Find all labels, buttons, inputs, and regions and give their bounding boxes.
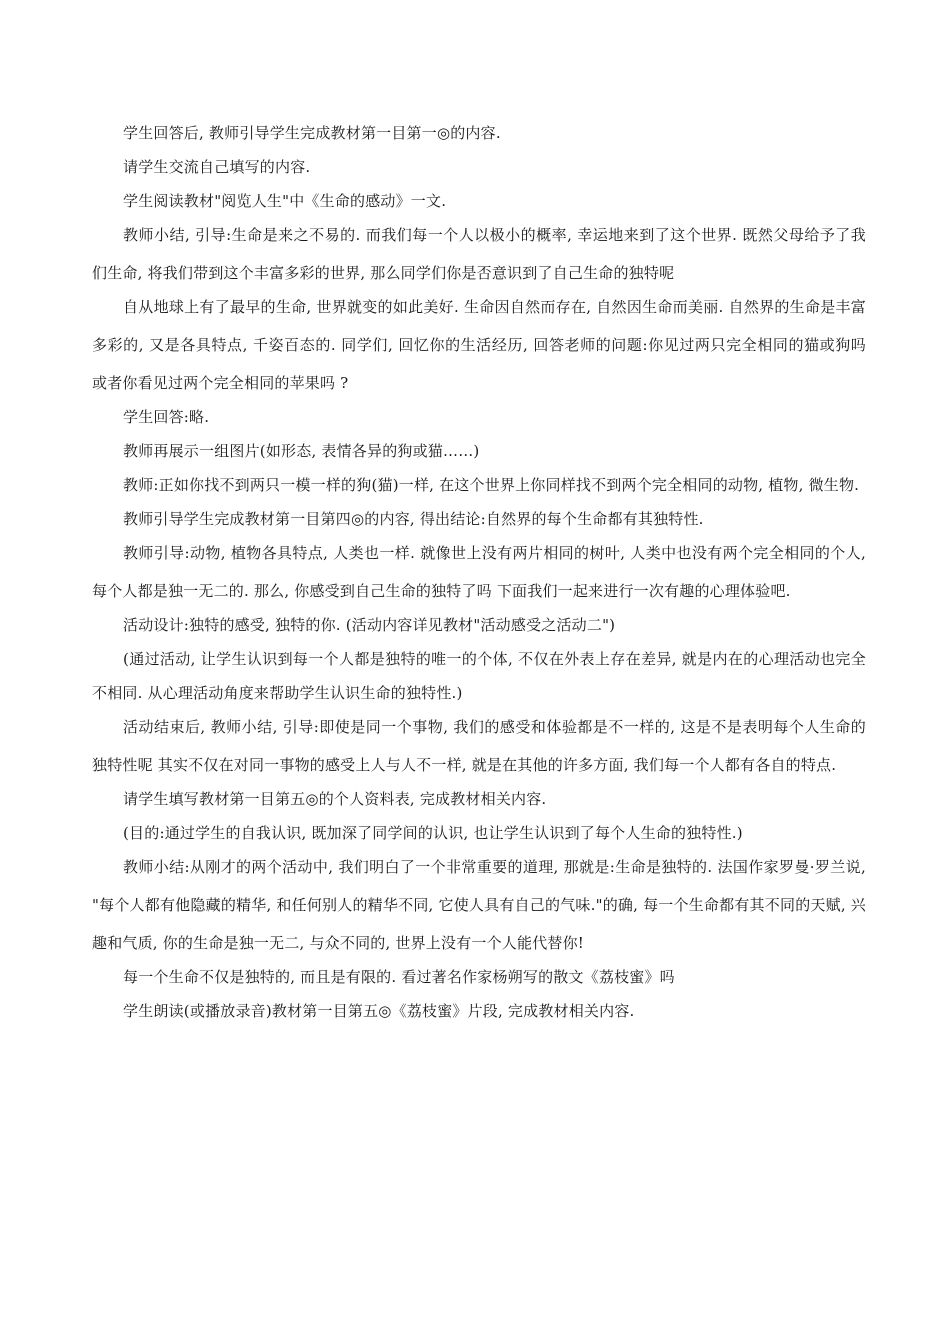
paragraph-16: 教师小结:从刚才的两个活动中, 我们明白了一个非常重要的道理, 那就是:生命是独特的. 法国作家罗曼·罗兰说, "每个人都有他隐藏的精华, 和任何别人的精华不同, 它使人具有自己的气味."的确, 每一个生命都有其不同的天赋, 兴趣和气质, 你的生命是独一无二, 与众不同的, 世界上没有一个人能代替你! (92, 858, 866, 952)
paragraph-3: 学生阅读教材"阅览人生"中《生命的感动》一文. (123, 192, 447, 210)
paragraph-15: (目的:通过学生的自我认识, 既加深了同学间的认识, 也让学生认识到了每个人生命的独特性.) (123, 824, 743, 842)
paragraph-1: 学生回答后, 教师引导学生完成教材第一目第一◎的内容. (123, 124, 501, 142)
paragraph-12: (通过活动, 让学生认识到每一个人都是独特的唯一的个体, 不仅在外表上存在差异, 就是内在的心理活动也完全不相同. 从心理活动角度来帮助学生认识生命的独特性.) (92, 650, 866, 702)
paragraph-11: 活动设计:独特的感受, 独特的你. (活动内容详见教材"活动感受之活动二") (123, 616, 616, 634)
paragraph-10: 教师引导:动物, 植物各具特点, 人类也一样. 就像世上没有两片相同的树叶, 人类中也没有两个完全相同的个人, 每个人都是独一无二的. 那么, 你感受到自己生命的独特了吗 下面我们一起来进行一次有趣的心理体验吧. (92, 544, 866, 600)
paragraph-8: 教师:正如你找不到两只一模一样的狗(猫)一样, 在这个世界上你同样找不到两个完全相同的动物, 植物, 微生物. (123, 476, 860, 494)
paragraph-9: 教师引导学生完成教材第一目第四◎的内容, 得出结论:自然界的每个生命都有其独特性. (123, 510, 704, 528)
paragraph-14: 请学生填写教材第一目第五◎的个人资料表, 完成教材相关内容. (123, 790, 547, 808)
paragraph-18: 学生朗读(或播放录音)教材第一目第五◎《荔枝蜜》片段, 完成教材相关内容. (123, 1002, 635, 1020)
document-body (92, 123, 866, 1035)
paragraph-5: 自从地球上有了最早的生命, 世界就变的如此美好. 生命因自然而存在, 自然因生命而美丽. 自然界的生命是丰富多彩的, 又是各具特点, 千姿百态的. 同学们, 回忆你的生活经历, 回答老师的问题:你见过两只完全相同的猫或狗吗 或者你看见过两个完全相同的苹果吗 ? (92, 298, 866, 392)
paragraph-13: 活动结束后, 教师小结, 引导:即使是同一个事物, 我们的感受和体验都是不一样的, 这是不是表明每个人生命的独特性呢 其实不仅在对同一事物的感受上人与人不一样, 就是在其他的许多方面, 我们每一个人都有各自的特点. (92, 718, 866, 774)
paragraph-6: 学生回答:略. (123, 408, 210, 426)
paragraph-17: 每一个生命不仅是独特的, 而且是有限的. 看过著名作家杨朔写的散文《荔枝蜜》吗 (123, 968, 675, 986)
paragraph-2: 请学生交流自己填写的内容. (123, 158, 311, 176)
paragraph-7: 教师再展示一组图片(如形态, 表情各异的狗或猫……) (123, 442, 480, 460)
paragraph-4: 教师小结, 引导:生命是来之不易的. 而我们每一个人以极小的概率, 幸运地来到了这个世界. 既然父母给予了我们生命, 将我们带到这个丰富多彩的世界, 那么同学们你是否意识到了自己生命的独特呢 (92, 226, 866, 282)
